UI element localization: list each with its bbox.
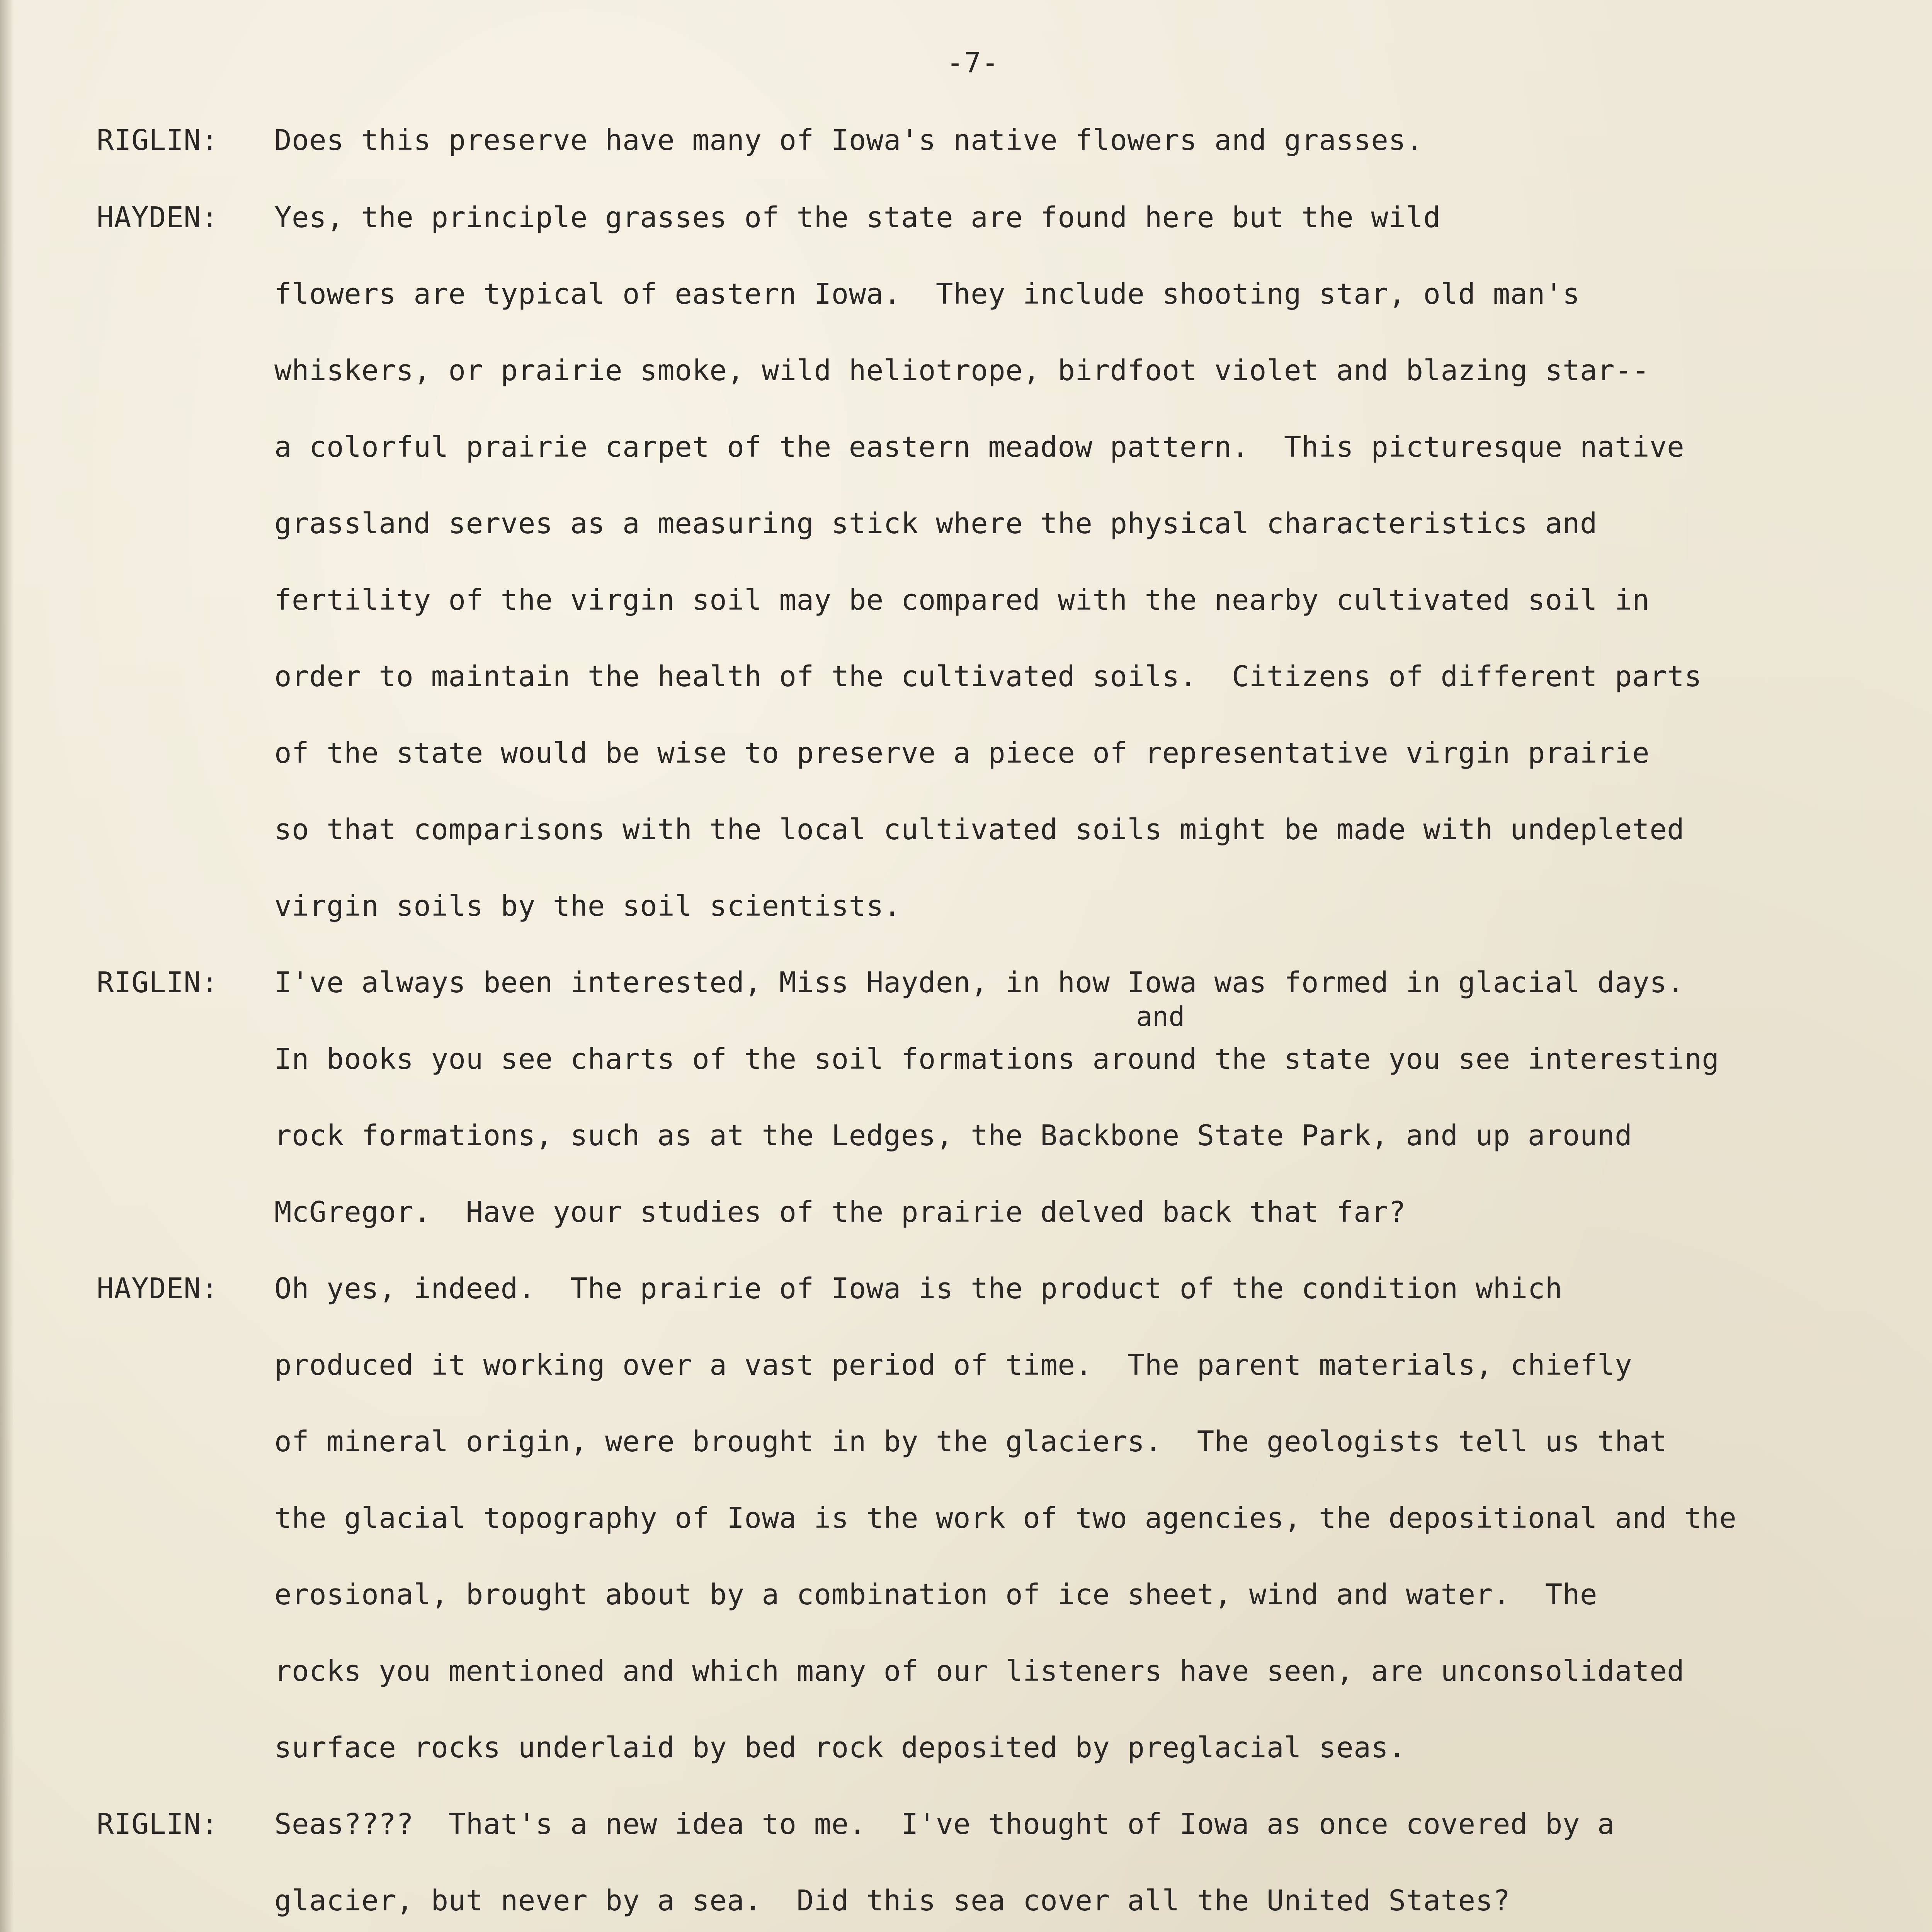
text-line: Oh yes, indeed. The prairie of Iowa is the product of the condition which xyxy=(274,1272,1563,1305)
page-number: -7- xyxy=(947,46,1000,79)
text-line: glacier, but never by a sea. Did this sea cover all the United States? xyxy=(274,1884,1510,1917)
speaker-label: RIGLIN: xyxy=(97,124,219,157)
text-line: produced it working over a vast period of time. The parent materials, chiefly xyxy=(274,1349,1633,1382)
text-line: erosional, brought about by a combination of ice sheet, wind and water. The xyxy=(274,1578,1597,1611)
text-line: of mineral origin, were brought in by the glaciers. The geologists tell us that xyxy=(274,1425,1667,1458)
text-line: I've always been interested, Miss Hayden, in how Iowa was formed in glacial days. xyxy=(274,966,1685,999)
speaker-label: HAYDEN: xyxy=(97,1272,219,1305)
speaker-label: RIGLIN: xyxy=(97,1808,219,1841)
text-line: of the state would be wise to preserve a piece of representative virgin prairie xyxy=(274,736,1650,770)
handwritten-insertion: and xyxy=(1136,1001,1185,1032)
speaker-label: HAYDEN: xyxy=(97,201,219,234)
text-line: In books you see charts of the soil formations around the state you see interesting xyxy=(274,1043,1719,1076)
text-line: Yes, the principle grasses of the state are found here but the wild xyxy=(274,201,1441,234)
text-line: order to maintain the health of the cultivated soils. Citizens of different parts xyxy=(274,660,1702,693)
text-line: so that comparisons with the local cultivated soils might be made with undepleted xyxy=(274,813,1685,846)
text-line: rocks you mentioned and which many of our listeners have seen, are unconsolidated xyxy=(274,1655,1685,1688)
text-line: Does this preserve have many of Iowa's native flowers and grasses. xyxy=(274,124,1423,157)
text-line: a colorful prairie carpet of the eastern meadow pattern. This picturesque native xyxy=(274,430,1685,464)
text-line: virgin soils by the soil scientists. xyxy=(274,889,901,923)
text-line: McGregor. Have your studies of the prairie delved back that far? xyxy=(274,1196,1406,1229)
text-line: rock formations, such as at the Ledges, the Backbone State Park, and up around xyxy=(274,1119,1633,1152)
text-line: flowers are typical of eastern Iowa. They include shooting star, old man's xyxy=(274,277,1580,311)
text-line: the glacial topography of Iowa is the work of two agencies, the depositional and the xyxy=(274,1502,1737,1535)
text-line: Seas???? That's a new idea to me. I've thought of Iowa as once covered by a xyxy=(274,1808,1615,1841)
text-line: fertility of the virgin soil may be compared with the nearby cultivated soil in xyxy=(274,583,1650,617)
text-line: surface rocks underlaid by bed rock deposited by preglacial seas. xyxy=(274,1731,1406,1764)
speaker-label: RIGLIN: xyxy=(97,966,219,999)
text-line: grassland serves as a measuring stick where the physical characteristics and xyxy=(274,507,1597,540)
text-line: whiskers, or prairie smoke, wild heliotrope, birdfoot violet and blazing star-- xyxy=(274,354,1650,387)
